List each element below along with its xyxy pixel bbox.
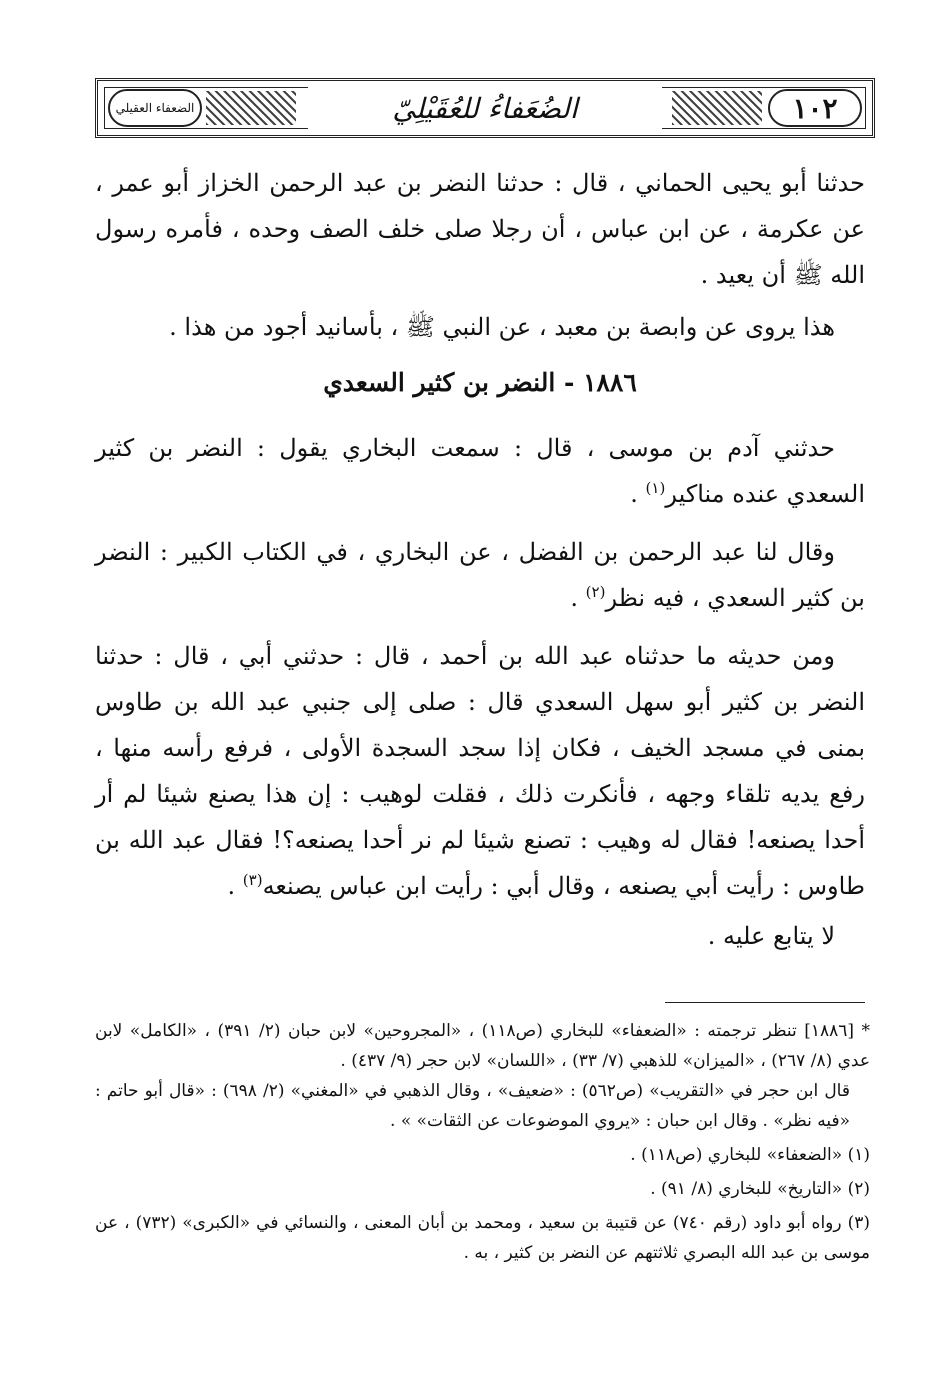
footnote-ref-2: (٢) bbox=[585, 583, 606, 601]
paragraph-5 bbox=[95, 633, 865, 909]
paragraph-3-text: حدثني آدم بن موسى ، قال : سمعت البخاري يقول : النضر بن كثير السعدي عنده مناكير bbox=[95, 434, 865, 508]
footnote-star-continued: قال ابن حجر في «التقريب» (ص٥٦٢) : «ضعيف» ، وقال الذهبي في «المغني» (٢/ ٦٩٨) : «قال أبو حاتم : «فيه نظر» . وقال ابن حبان : «يروي الموضوعات عن الثقات» » . bbox=[95, 1081, 850, 1131]
paragraph-4-end: . bbox=[570, 584, 586, 612]
footnote-1: (١) «الضعفاء» للبخاري (ص١١٨) . bbox=[630, 1145, 870, 1165]
paragraph-1: حدثنا أبو يحيى الحماني ، قال : حدثنا النضر بن عبد الرحمن الخزاز أبو عمر ، عن عكرمة ، عن ابن عباس ، أن رجلا صلى خلف الصف وحده ، فأمره رسول الله ﷺ أن يعيد . bbox=[95, 169, 865, 289]
entry-heading: ١٨٨٦ - النضر بن كثير السعدي bbox=[323, 368, 637, 397]
footnote-2: (٢) «التاريخ» للبخاري (٨/ ٩١) . bbox=[650, 1179, 870, 1199]
paragraph-3-end: . bbox=[630, 480, 646, 508]
paragraph-4-text: وقال لنا عبد الرحمن بن الفضل ، عن البخاري ، في الكتاب الكبير : النضر بن كثير السعدي ، فيه نظر bbox=[95, 538, 865, 612]
footnote-star: * [١٨٨٦] تنظر ترجمته : «الضعفاء» للبخاري (ص١١٨) ، «المجروحين» لابن حبان (٢/ ٣٩١) ، «الكامل» لابن عدي (٨/ ٢٦٧) ، «الميزان» للذهبي (٧/ ٣٣) ، «اللسان» لابن حجر (٩/ ٤٣٧) . bbox=[95, 1021, 870, 1071]
footnote-ref-3: (٣) bbox=[242, 871, 263, 889]
seal-text: الضعفاء العقيلي bbox=[115, 100, 195, 115]
footnote-ref-1: (١) bbox=[645, 479, 666, 497]
paragraph-5-text: ومن حديثه ما حدثناه عبد الله بن أحمد ، قال : حدثني أبي ، قال : حدثنا النضر بن كثير أبو سهل السعدي قال : صلى إلى جنبي عبد الله بن طاوس بمنى في مسجد الخيف ، فكان إذا سجد السجدة الأولى ، فرفع رأسه منها ، رفع يديه تلقاء وجهه ، فأنكرت ذلك ، فقلت لوهيب : إن هذا يصنع شيئا لم أر أحدا يصنعه! فقال له وهيب : تصنع شيئا لم نر أحدا يصنعه؟! فقال عبد الله بن طاوس : رأيت أبي يصنعه ، وقال أبي : رأيت ابن عباس يصنعه bbox=[95, 642, 865, 900]
main-text-top bbox=[95, 160, 865, 350]
book-seal bbox=[108, 89, 202, 127]
paragraph-4 bbox=[95, 529, 865, 621]
ornament-left bbox=[206, 91, 296, 125]
page-number: ١٠٢ bbox=[792, 91, 838, 125]
paragraph-3 bbox=[95, 425, 865, 517]
page-header bbox=[95, 78, 875, 138]
paragraph-6: لا يتابع عليه . bbox=[707, 922, 835, 950]
ornament-right bbox=[672, 91, 762, 125]
footnote-separator bbox=[665, 1002, 865, 1003]
paragraph-5-end: . bbox=[227, 872, 243, 900]
page-number-badge bbox=[768, 89, 862, 127]
footnotes bbox=[95, 1016, 870, 1268]
paragraph-2: هذا يروى عن وابصة بن معبد ، عن النبي ﷺ ، بأسانيد أجود من هذا . bbox=[169, 313, 835, 341]
book-title: الضُعَفاءُ للعُقَيْلِيّ bbox=[308, 85, 662, 131]
footnote-3: (٣) رواه أبو داود (رقم ٧٤٠) عن قتيبة بن سعيد ، ومحمد بن أبان المعنى ، والنسائي في «الكبرى» (٧٣٢) ، عن موسى بن عبد الله البصري ثلاثتهم عن النضر بن كثير ، به . bbox=[95, 1213, 870, 1263]
main-text-bottom bbox=[95, 425, 865, 959]
